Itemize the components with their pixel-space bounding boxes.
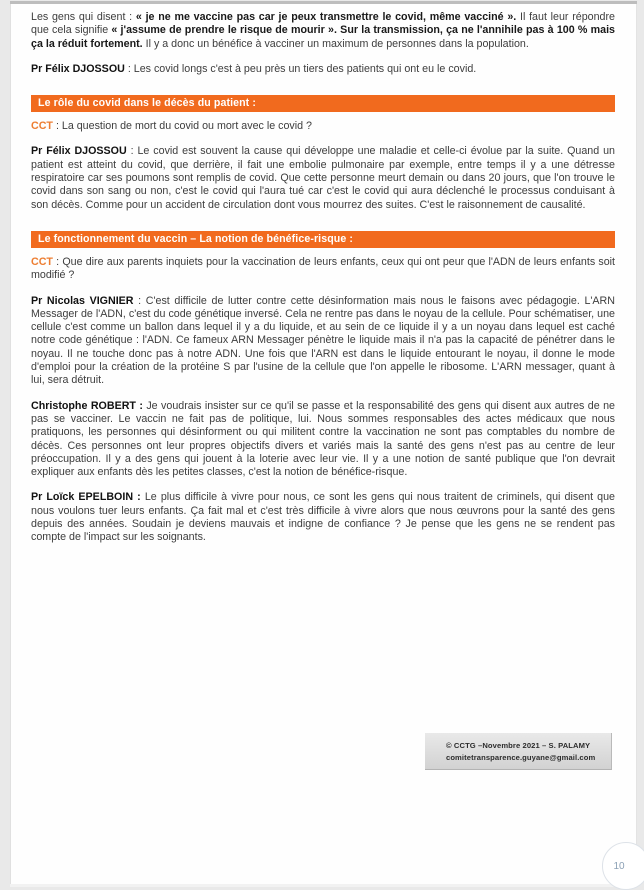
body-text: Les gens qui disent : — [31, 11, 136, 23]
section-banner-role-covid: Le rôle du covid dans le décès du patient : — [31, 95, 615, 112]
footer-copyright: © CCTG –Novembre 2021 – S. PALAMY — [446, 741, 591, 750]
paragraph-vignier — [31, 295, 615, 388]
page-number: 10 — [613, 860, 625, 872]
speaker-name: Pr Félix DJOSSOU — [31, 62, 125, 75]
speaker-name: Pr Nicolas VIGNIER — [31, 294, 134, 307]
paragraph-cct-question-1 — [31, 120, 615, 133]
body-text: : Les covid longs c'est à peu près un tiers des patients qui ont eu le covid. — [124, 62, 477, 75]
speaker-name: Pr Félix DJOSSOU — [31, 145, 127, 158]
footer-credit-box — [425, 733, 612, 770]
speaker-name: Christophe ROBERT : — [31, 399, 143, 412]
footer-email: comitetransparence.guyane@gmail.com — [446, 752, 596, 762]
body-text: : La question de mort du covid ou mort avec le covid ? — [52, 120, 312, 133]
paragraph-robert — [31, 400, 615, 480]
body-text: Je voudrais insister sur ce qu'il se passe et la responsabilité des gens qui disent aux autres de ne pas se vacciner. Le vaccin ne fait pas de politique, lui. Nous sommes responsables des actes médicaux que nous pratiquons, les personnes qui désinforment ou qui militent contre la vaccination ne sont pas comptables du nombre de décès. Ces personnes ont leur propres objectifs divers et variés mais la santé des gens n'est pas au centre de leur préoccupation. Il y a des gens qui jouent à la loterie avec leur vie. Il y a une notion de santé publique que l'on devrait expliquer aux enfants dès les petites classes, c'est la notion de bénéfice-risque. — [31, 399, 615, 479]
document-page — [10, 4, 637, 884]
paragraph-cct-question-2 — [31, 256, 615, 283]
page-number-badge — [602, 842, 644, 890]
cct-label: CCT — [31, 255, 53, 268]
quoted-bold-text: « j'assume de prendre le risque de mourir ». Sur la transmission, ça ne l'annihile pas à 100 % mais ça la réduit fortement. — [31, 24, 615, 50]
body-text: Il y a donc un bénéfice à vacciner un maximum de personnes dans la population. — [142, 37, 529, 50]
paragraph-intro — [31, 11, 615, 51]
paragraph-epelboin — [31, 491, 615, 544]
paragraph-djossou-long-covid — [31, 63, 615, 76]
body-text: : Que dire aux parents inquiets pour la vaccination de leurs enfants, ceux qui ont peur que l'ADN de leurs enfants soit modifié ? — [31, 255, 615, 282]
body-text: : Le covid est souvent la cause qui développe une maladie et celle-ci évolue par la suite. Quand un patient est atteint du covid, que derrière, il fait une embolie pulmonaire par exemple, entre temps il y a une détresse respiratoire car ses poumons sont remplis de covid. Que cette personne meurt demain ou dans 20 jours, que l'on trouve le covid dans son sang ou non, c'est le covid qui l'aura tué car c'est le covid qui aura déclenché le processus conduisant à son décès. Comme pour un accident de circulation dont vous mourrez des suites. C'est le raisonnement de causalité. — [31, 145, 615, 211]
quoted-bold-text: « je ne me vaccine pas car je peux transmettre le covid, même vacciné ». — [135, 11, 517, 23]
body-text: : C'est difficile de lutter contre cette désinformation mais nous le faisons avec pédagogie. L'ARN Messager de l'ADN, c'est du code génétique inversé. Cela ne rentre pas dans le noyau de la cellule. Pour schématiser, une cellule c'est comme un ballon dans lequel il y a du liquide, et au sein de ce liquide il y a un noyau dans lequel est caché notre code génétique : l'ADN. Ce fameux ARN Messager pénètre le liquide mais il n'a pas la capacité de pénétrer dans le noyau. Il ne touche donc pas à notre ADN. Une fois que l'ARN est dans le liquide entourant le noyau, il donne le mode d'emploi pour la création de la protéine S par l'usine de la cellule que l'on appelle le ribosome. L'ARN messager, quant à lui, sera détruit. — [31, 294, 615, 387]
body-text: Il faut leur répondre que cela signifie — [31, 11, 615, 37]
section-banner-vaccine-function: Le fonctionnement du vaccin – La notion de bénéfice-risque : — [31, 231, 615, 248]
document-content — [11, 4, 636, 545]
cct-label: CCT — [31, 120, 53, 133]
speaker-name: Pr Loïck EPELBOIN : — [31, 491, 141, 504]
paragraph-djossou-causality — [31, 145, 615, 211]
body-text: Le plus difficile à vivre pour nous, ce sont les gens qui nous traitent de criminels, qui disent que nous voulons tuer leurs enfants. Ça fait mal et c'est très difficile à vivre alors que nous œuvrons pour la santé des gens depuis des années. Soudain je deviens mauvais et indigne de confiance ? Je pense que les gens ne se rendent pas compte de l'impact sur les soignants. — [31, 491, 615, 544]
